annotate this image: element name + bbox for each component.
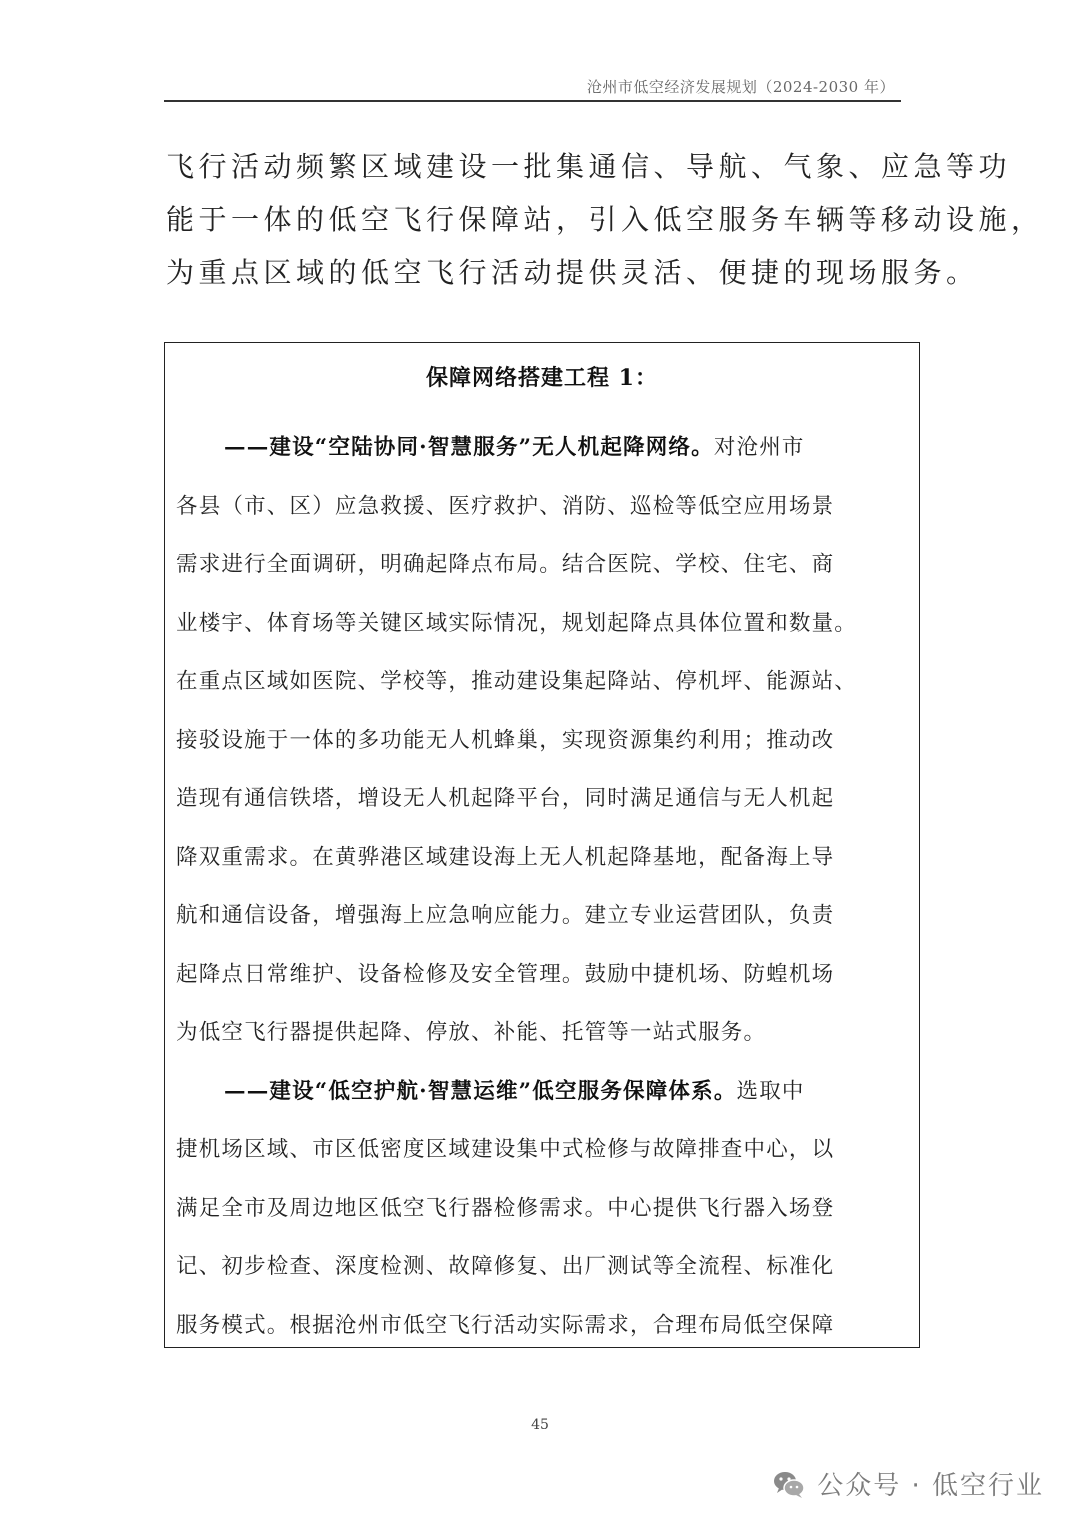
paragraph-1-line: 在重点区域如医院、学校等，推动建设集起降站、停机坪、能源站、: [176, 669, 858, 694]
watermark: [771, 1465, 1044, 1502]
intro-line: 飞行活动频繁区域建设一批集通信、导航、气象、应急等功: [166, 150, 1012, 183]
paragraph-2-line: 捷机场区域、市区低密度区域建设集中式检修与故障排查中心，以: [176, 1137, 835, 1162]
paragraph-2-line: 服务模式。根据沧州市低空飞行活动实际需求，合理布局低空保障: [176, 1312, 835, 1338]
paragraph-1-line: 接驳设施于一体的多功能无人机蜂巢，实现资源集约利用；推动改: [176, 727, 835, 753]
paragraph-1-line: 航和通信设备，增强海上应急响应能力。建立专业运营团队，负责: [176, 903, 835, 928]
paragraph-1-line: 需求进行全面调研，明确起降点布局。结合医院、学校、住宅、商: [176, 552, 835, 577]
paragraph-2-first-line: [176, 1063, 916, 1122]
paragraph-1-heading: ——建设“空陆协同·智慧服务”无人机起降网络。: [224, 435, 714, 460]
wechat-icon: [771, 1466, 807, 1502]
paragraph-1-line: 造现有通信铁塔，增设无人机起降平台，同时满足通信与无人机起: [176, 786, 835, 811]
paragraph-1-line: 为低空飞行器提供起降、停放、补能、托管等一站式服务。: [176, 1020, 767, 1045]
intro-paragraph: [166, 140, 1044, 299]
paragraph-2-text: 选取中: [736, 1078, 805, 1104]
project-box: [164, 342, 920, 1348]
intro-line: 为重点区域的低空飞行活动提供灵活、便捷的现场服务。: [166, 256, 979, 289]
paragraph-1-line: 起降点日常维护、设备检修及安全管理。鼓励中捷机场、防蝗机场: [176, 961, 835, 987]
box-body: [176, 419, 916, 1355]
running-header: 沧州市低空经济发展规划（2024-2030 年）: [586, 78, 895, 96]
paragraph-1-text: 对沧州市: [713, 435, 805, 460]
paragraph-1-line: 业楼宇、体育场等关键区域实际情况，规划起降点具体位置和数量。: [176, 610, 858, 636]
page-number: 45: [531, 1417, 549, 1433]
paragraph-2-line: 满足全市及周边地区低空飞行器检修需求。中心提供飞行器入场登: [176, 1195, 835, 1221]
paragraph-1-line: 降双重需求。在黄骅港区域建设海上无人机起降基地，配备海上导: [176, 844, 835, 870]
paragraph-2-line: 记、初步检查、深度检测、故障修复、出厂测试等全流程、标准化: [176, 1254, 835, 1279]
watermark-text: 公众号 · 低空行业: [817, 1471, 1044, 1501]
header-rule: [164, 100, 901, 102]
box-title: 保障网络搭建工程 1：: [426, 365, 658, 391]
intro-line: 能于一体的低空飞行保障站，引入低空服务车辆等移动设施，: [166, 203, 1044, 236]
paragraph-1-line: 各县（市、区）应急救援、医疗救护、消防、巡检等低空应用场景: [176, 493, 835, 519]
paragraph-1-first-line: [176, 419, 916, 478]
paragraph-2-heading: ——建设“低空护航·智慧运维”低空服务保障体系。: [224, 1078, 737, 1104]
